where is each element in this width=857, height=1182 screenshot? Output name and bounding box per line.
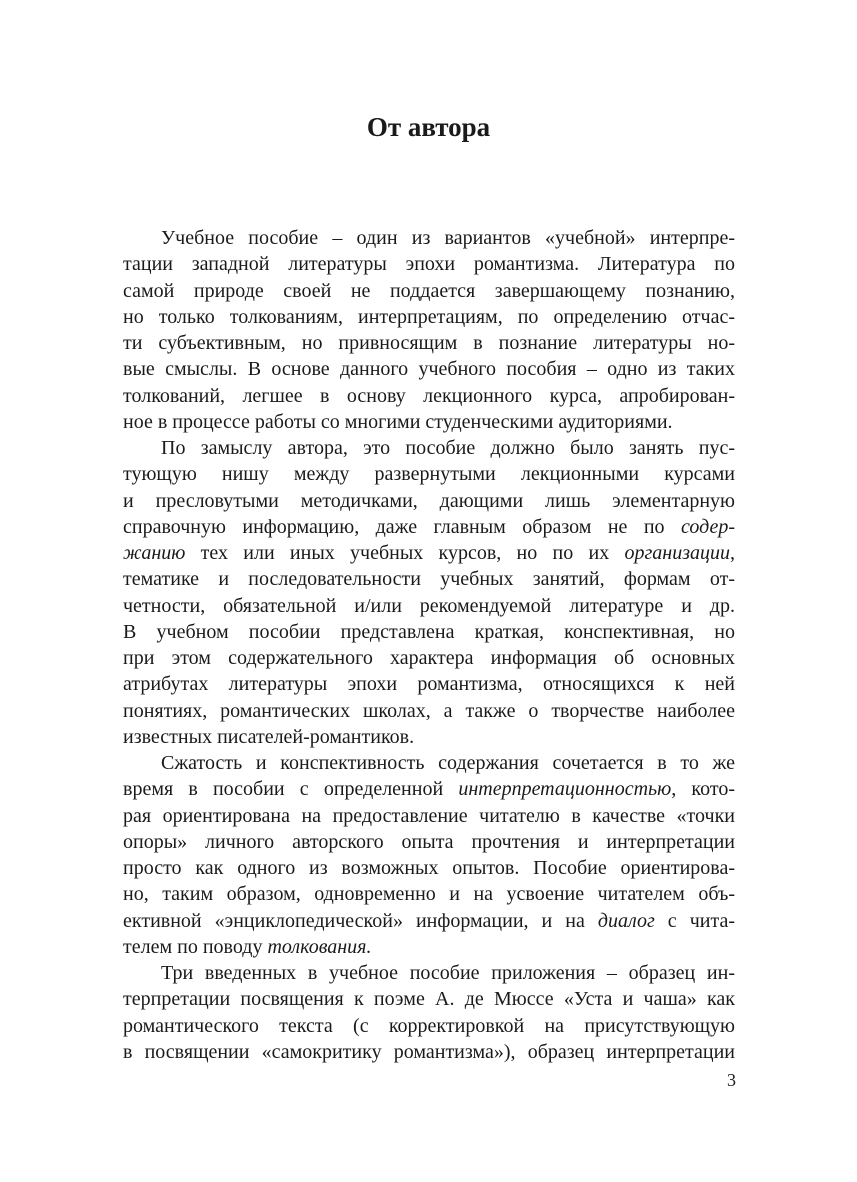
text-line: четности, обязательной и/или рекомендуемой литературе и др.	[123, 594, 735, 617]
italic-text: жанию	[123, 542, 186, 564]
text-line	[123, 514, 735, 540]
text-line: но только толкованиям, интерпретациям, по определению отчас-	[123, 305, 735, 328]
text-line: Три введенных в учебное пособие приложения – образец ин-	[161, 962, 735, 984]
italic-text: диалог	[597, 909, 655, 932]
page-title: От автора	[366, 112, 491, 142]
text-line: терпретации посвящения к поэме А. де Мюссе «Уста и чаша» как	[123, 988, 735, 1011]
text-line: известных писателей-романтиков.	[123, 725, 415, 748]
text-run: , кото-	[671, 778, 735, 801]
text-line	[123, 540, 735, 566]
text-line	[123, 776, 735, 802]
text-run: время в пособии с определенной	[123, 778, 459, 801]
text-run: с чита-	[654, 909, 735, 932]
text-line: В учебном пособии представлена краткая, конспективная, но	[123, 620, 735, 643]
text-run: ,	[730, 542, 735, 564]
text-line: ти субъективным, но привносящим в познание литературы но-	[123, 332, 735, 354]
page-number: 3	[727, 1070, 736, 1090]
text-line: и пресловутыми методичками, дающими лишь элементарную	[123, 489, 735, 512]
text-line: атрибутах литературы эпохи романтизма, относящихся к ней	[123, 673, 735, 696]
text-line: рая ориентирована на предоставление читателю в качестве «точки	[123, 804, 735, 827]
text-line: при этом содержательного характера информация об основных	[123, 647, 735, 669]
text-line: ное в процессе работы со многими студенческими аудиториями.	[123, 410, 673, 433]
text-line: в посвящении «самокритику романтизма»), образец интерпретации	[123, 1040, 735, 1063]
text-line: Сжатость и конспективность содержания сочетается в то же	[161, 752, 735, 774]
text-line: опоры» личного авторского опыта прочтения и интерпретации	[123, 830, 735, 853]
text-line: тематике и последовательности учебных занятий, формам от-	[123, 568, 735, 591]
italic-text: содер-	[680, 515, 735, 538]
text-run: телем по поводу	[123, 935, 268, 958]
text-line: понятиях, романтических школах, а также о творчестве наиболее	[123, 699, 735, 722]
text-line: тующую нишу между развернутыми лекционными курсами	[123, 463, 735, 486]
text-line: просто как одного из возможных опытов. Пособие ориентирова-	[123, 857, 735, 879]
italic-text: толкования.	[267, 935, 372, 958]
text-line: вые смыслы. В основе данного учебного пособия – одно из таких	[123, 358, 735, 381]
text-line	[123, 908, 735, 934]
text-line: самой природе своей не поддается завершающему познанию,	[123, 279, 735, 302]
text-line: толкований, легшее в основу лекционного курса, апробирован-	[123, 384, 735, 407]
text-line: романтического текста (с корректировкой на присутствующую	[123, 1014, 735, 1037]
text-run: ективной «энциклопедической» информации, и на	[123, 909, 598, 932]
italic-text: организации	[624, 542, 730, 564]
text-line: По замыслу автора, это пособие должно было занять пус-	[161, 437, 735, 459]
text-line: но, таким образом, одновременно и на усвоение читателем объ-	[123, 883, 735, 906]
text-run: тех или иных учебных курсов, но по их	[185, 542, 625, 564]
text-line: тации западной литературы эпохи романтизма. Литература по	[123, 253, 735, 276]
text-line: Учебное пособие – один из вариантов «учебной» интерпре-	[161, 227, 735, 249]
text-run: справочную информацию, даже главным образом не по	[123, 515, 681, 538]
text-line	[123, 934, 735, 960]
body-text	[123, 225, 735, 1065]
italic-text: интерпретационностью	[458, 778, 672, 801]
